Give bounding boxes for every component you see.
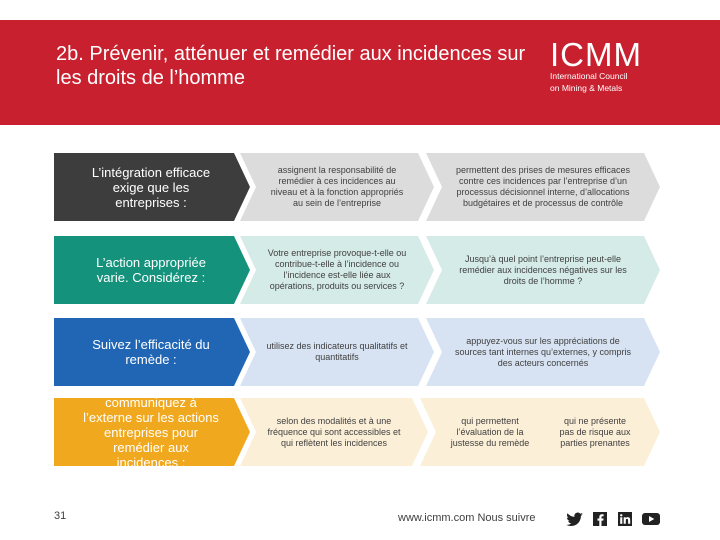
website-link[interactable]: www.icmm.com Nous suivre	[398, 512, 536, 524]
icmm-logo	[550, 36, 670, 93]
row-4-step-2-label: qui permettent l’évaluation de la justesse du remède	[450, 415, 530, 448]
row-2-step-1-label: Votre entreprise provoque-t-elle ou contribue-t-elle à l’incidence ou l’incidence est-elle liée aux opérations, produits ou services ?	[267, 248, 407, 291]
page-number: 31	[54, 510, 67, 522]
row-1-step-1-label: assignent la responsabilité de remédier à ces incidences au niveau et à la fonction appropriés au sein de l’entreprise	[270, 165, 404, 208]
logo-line-2: on Mining & Metals	[550, 82, 623, 93]
row-1-step-2-label: permettent des prises de mesures efficaces contre ces incidences par l’entreprise d’un processus décisionnel interne, d’allocations budgétaires et de processus de contrôle	[456, 165, 630, 208]
row-3-lead-label: Suivez l’efficacité du remède :	[92, 337, 210, 367]
twitter-icon[interactable]	[566, 512, 584, 526]
row-4-step-1-label: selon des modalités et à une fréquence qui sont accessibles et qui reflètent les incidences	[267, 415, 401, 448]
row-4-step-3-label: qui ne présente pas de risque aux parties prenantes	[559, 415, 631, 448]
logo-line-1: International Council	[550, 71, 628, 81]
row-3-step-2-label: appuyez-vous sur les appréciations de sources tant internes qu’externes, y compris des acteurs concernés	[454, 335, 632, 368]
page-title: 2b. Prévenir, atténuer et remédier aux incidences sur les droits de l’homme	[56, 43, 526, 89]
row-4-lead-label: communiquez à l’externe sur les actions entreprises pour remédier aux incidences :	[83, 394, 219, 470]
linkedin-icon[interactable]	[616, 512, 634, 526]
facebook-icon[interactable]	[591, 512, 609, 526]
row-1-lead-label: L’intégration efficace exige que les entreprises :	[91, 164, 211, 210]
youtube-icon[interactable]	[642, 512, 660, 526]
row-2-lead-label: L’action appropriée varie. Considérez :	[96, 255, 206, 285]
row-2-step-2-label: Jusqu’à quel point l’entreprise peut-elle remédier aux incidences négatives sur les droits de l’homme ?	[459, 253, 627, 286]
logo-mark: ICMM	[550, 36, 642, 73]
row-3-step-1-label: utilisez des indicateurs qualitatifs et quantitatifs	[266, 341, 408, 362]
